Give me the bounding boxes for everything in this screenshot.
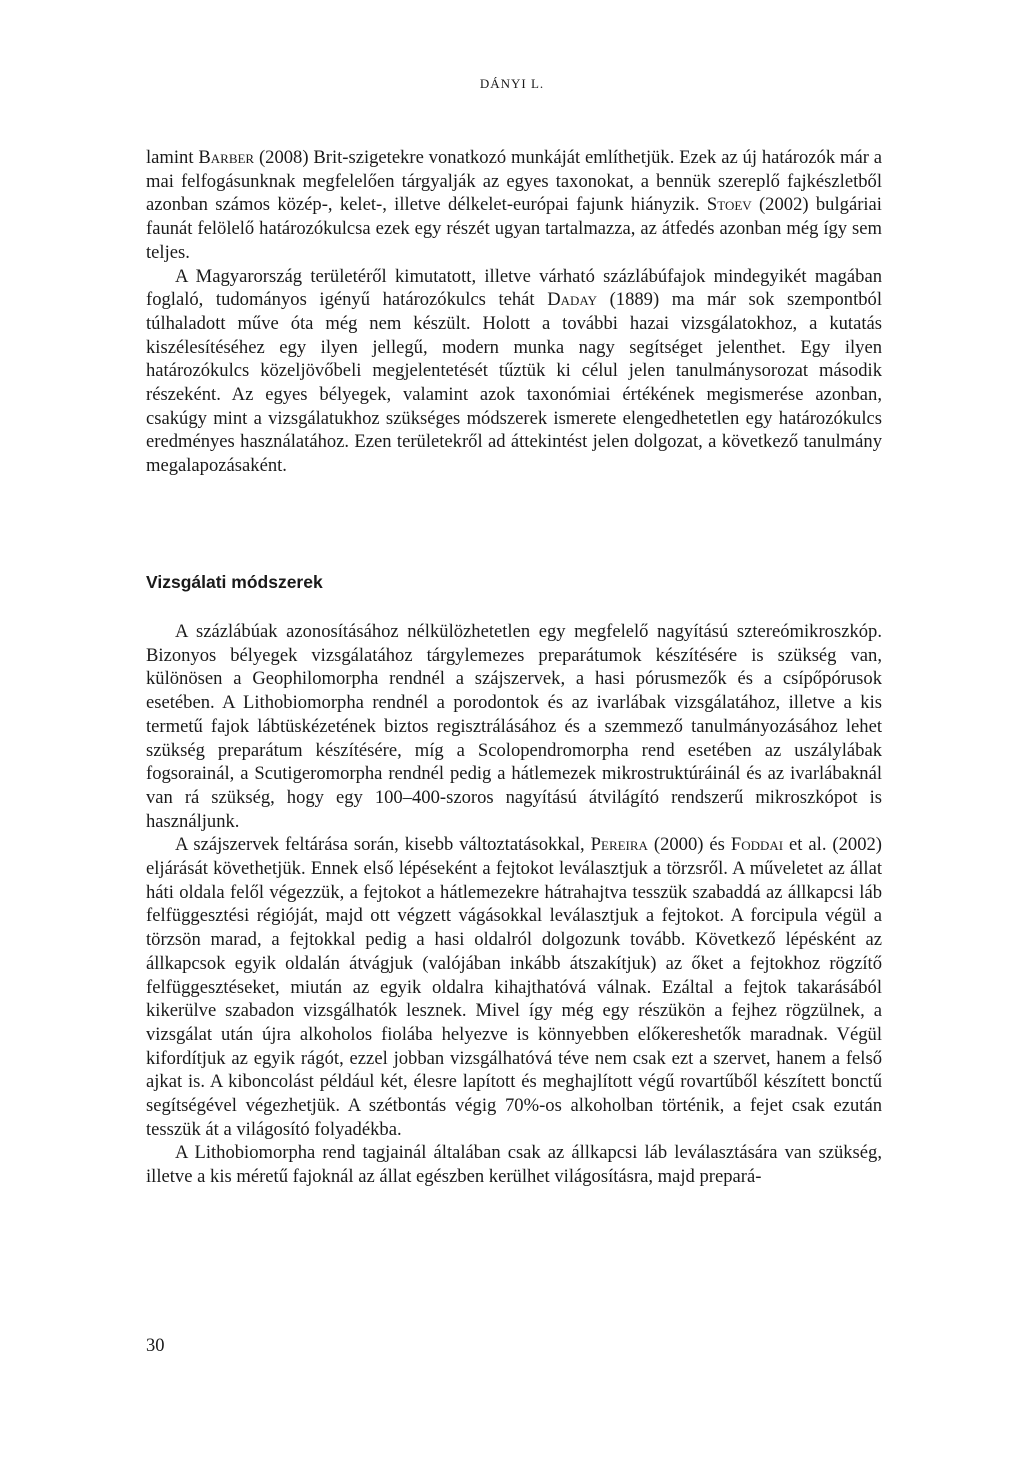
paragraph: A százlábúak azonosításához nélkülözhetetlen egy megfelelő nagyítású sztereómikroszkóp. Bizonyos bélyegek vizsgálatához tárgylemezes preparátumok készítésére is szükség van, különösen a Geophilomorpha rendnél a szájszervek, a hasi pórusmezők és a csípőpórusok esetében. A Lithobiomorpha rendnél a porodontok és az ivarlábak vizsgálatához, illetve a kis termetű fajok lábtüskézetének biztos regisztrálásához és a szemmező tanulmányozásához lehet szükség preparátum készítésére, míg a Scolopendromorpha rend esetében az uszálylábak fogsorainál, a Scutigeromorpha rendnél pedig a hátlemezek mikrostruktúráinál és az ivarlábaknál van rá szükség, hogy egy 100–400-szoros nagyítású átvilágító rendszerű mikroszkópot is használjunk. <box>146 621 882 832</box>
paragraph: A Lithobiomorpha rend tagjainál általában csak az állkapcsi láb leválasztására van szükség, illetve a kis méretű fajoknál az állat egészben kerülhet világosításra, majd prepará- <box>146 1142 882 1188</box>
intro-text <box>146 146 882 478</box>
page-number: 30 <box>146 1336 165 1356</box>
author-daday: Daday <box>547 289 597 311</box>
author-stoev: Stoev <box>706 194 752 216</box>
paragraph-continuation: lamint Barber (2008) Brit-szigetekre vonatkozó munkáját említhetjük. Ezek az új határozók már a mai felfogásunknak megfelelően tárgyalják az egyes taxonokat, a bennük szereplő fajkészletből azonban számos közép-, kelet-, illetve délkelet-európai fajunk hiányzik. Stoev (2002) bulgáriai faunát felölelő határozókulcsa ezek egy részét ugyan tartalmazza, az átfedés azonban még így sem teljes. <box>146 147 882 263</box>
paragraph: A Magyarország területéről kimutatott, illetve várható százlábúfajok mindegyikét magában foglaló, tudományos igényű határozókulcs tehát Daday (1889) ma már sok szempontból túlhaladott műve óta még nem készült. Holott a további hazai vizsgálatokhoz, a kutatás kiszélesítéséhez egy ilyen jellegű, modern munka nagy segítséget jelenthet. Egy ilyen határozókulcs közeljövőbeli megjelentetését tűztük ki célul jelen tanulmánysorozat második részeként. Az egyes bélyegek, valamint azok taxonómiai értékének megismerése azonban, csakúgy mint a vizsgálatukhoz szükséges módszerek ismerete elengedhetetlen egy határozókulcs eredményes használatához. Ezen területekről ad áttekintést jelen dolgozat, a következő tanulmány megalapozásaként. <box>146 265 882 477</box>
section-heading: Vizsgálati módszerek <box>146 572 323 592</box>
methods-section <box>146 571 882 1189</box>
author-barber: Barber <box>198 147 255 168</box>
paragraph: A szájszervek feltárása során, kisebb változtatásokkal, Pereira (2000) és Foddai et al. (2002) eljárását követhetjük. Ennek első lépéseként a fejtokot leválasztjuk a törzsről. A műveletet az állat háti oldala felől végezzük, a fejtokot a hátlemezekre hátrahajtva tesszük szabaddá az állkapcsi láb felfüggesztési régióját, majd ott végzett vágásokkal leválasztjuk a fejtokot. A forcipula végül a törzsön marad, a fejtokkal pedig a hasi oldalról dolgozunk tovább. Következő lépésként az állkapcsok egyik oldalán átvágjuk (valójában inkább átszakítjuk) az őket a fejtokhoz rögzítő felfüggesztéseket, miután az egyik oldalra kihajthatóvá válnak. Ezáltal a fejtok takarásából kikerülve szabadon vizsgálhatók lesznek. Mivel így még egy részükön a fejhez rögzülnek, a vizsgálat után újra alkoholos fiolába helyezve is könnyebben előkereshetők maradnak. Végül kifordítjuk az egyik rágót, ezzel jobban vizsgálhatóvá téve nem csak ezt a szervet, hanem a felső ajkat is. A kiboncolást például két, élesre lapított és meghajlított végű rovartűből készített bonctű segítségével végezhetjük. A szétbontás végig 70%-os alkoholban történik, a fejet csak ezután tesszük át a világosító folyadékba. <box>146 834 882 1140</box>
author-foddai: Foddai <box>730 834 784 856</box>
running-head: DÁNYI L. <box>479 76 545 91</box>
author-pereira: Pereira <box>590 834 648 856</box>
